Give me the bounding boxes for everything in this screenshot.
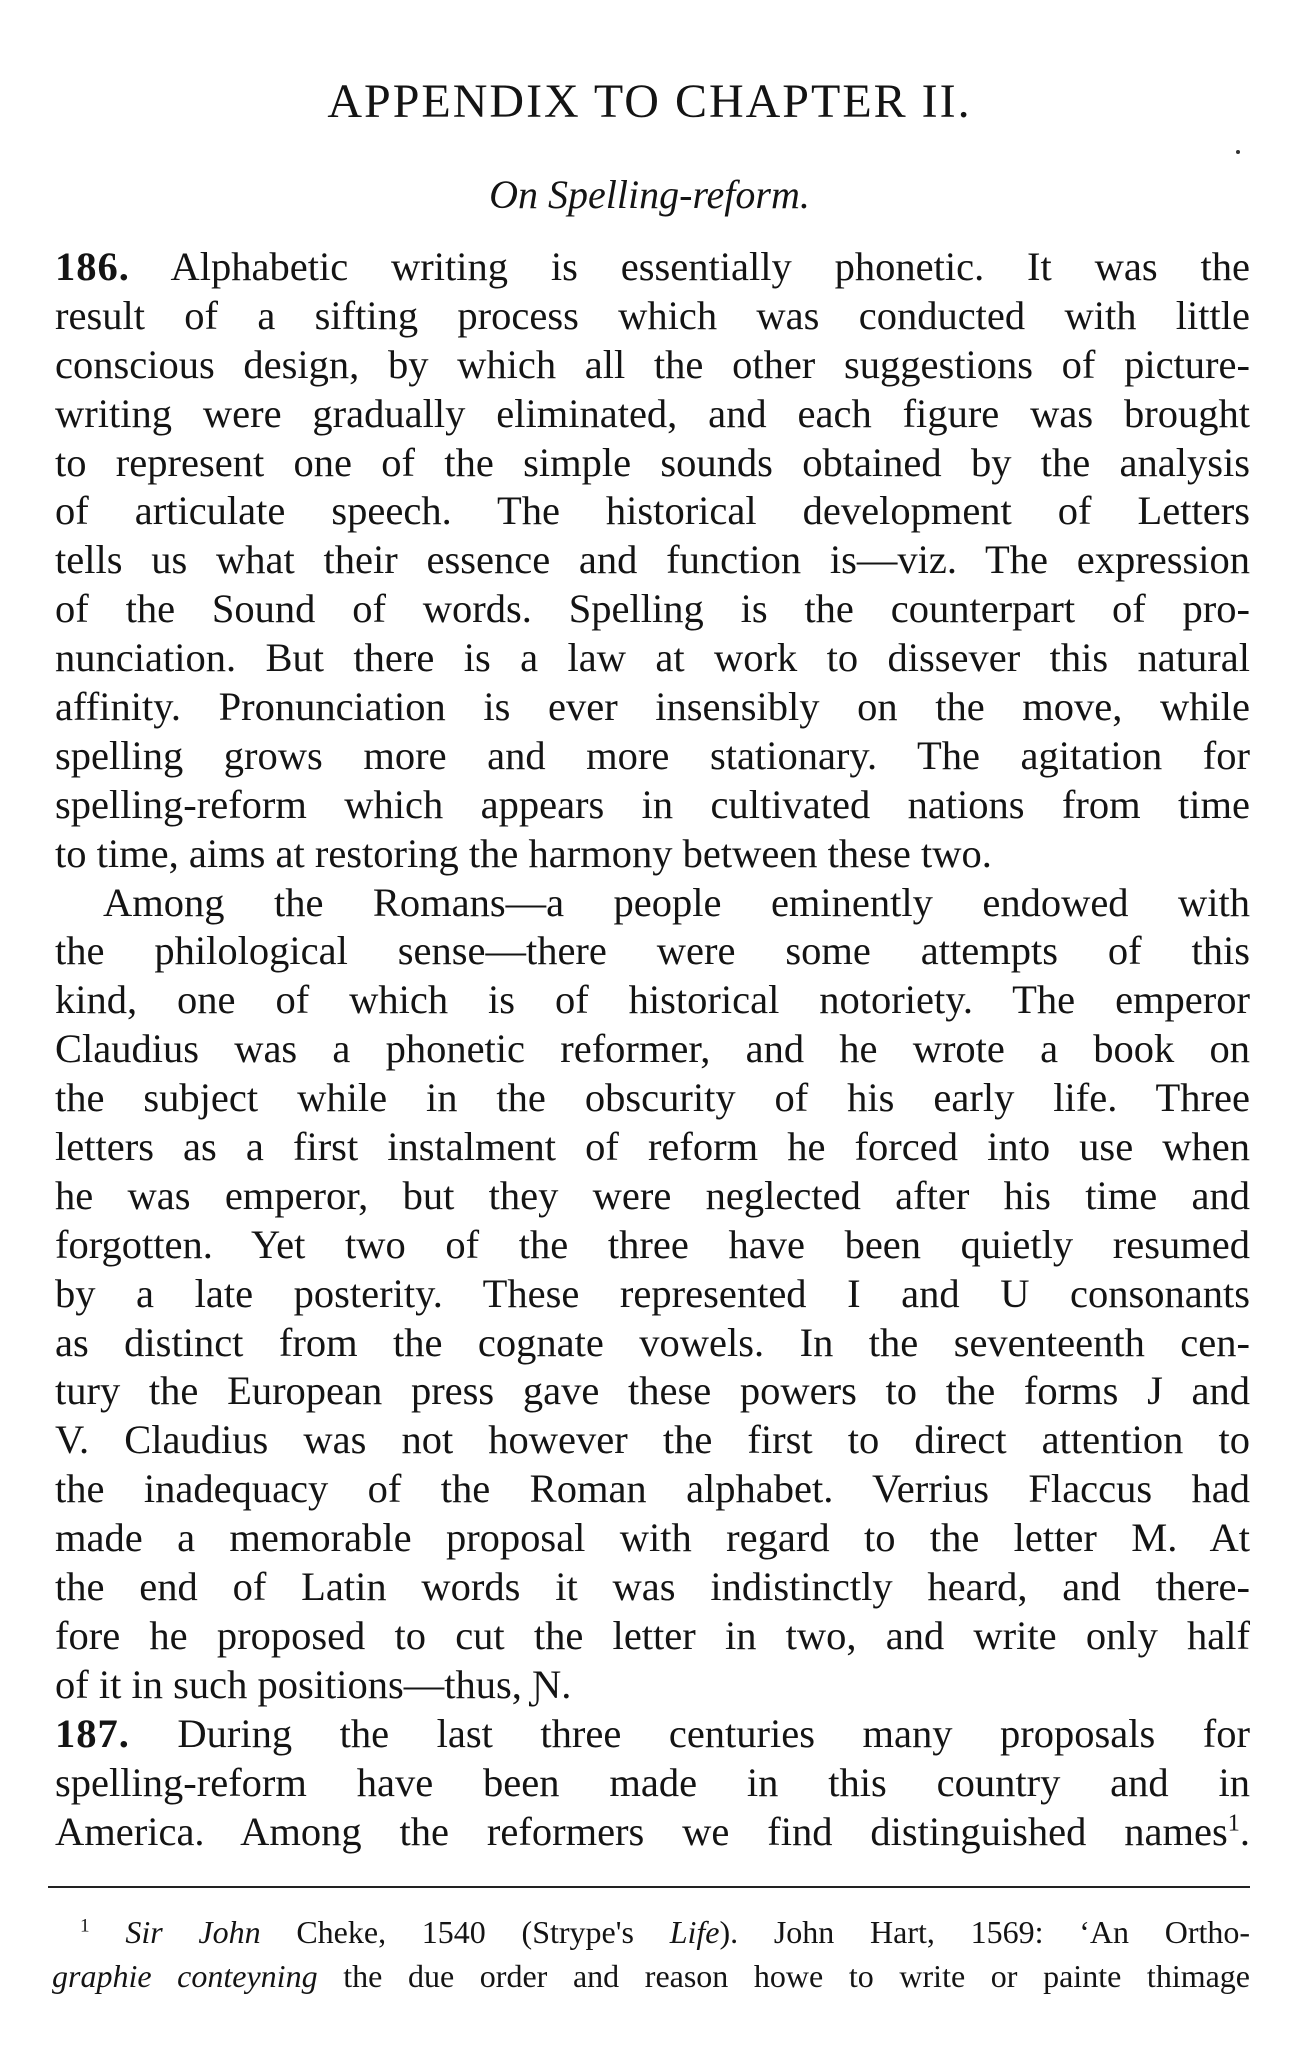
line-text: he was emperor, but they were neglected after his time and [55,1172,1250,1218]
line-text: writing were gradually eliminated, and each figure was brought [55,390,1250,436]
text-line [55,390,1250,439]
line-text: spelling-reform have been made in this country and in [55,1759,1250,1805]
line-text: kind, one of which is of historical notoriety. The emperor [55,977,1250,1023]
text-line [55,1074,1250,1123]
text-line [55,1661,1250,1710]
line-text: nunciation. But there is a law at work to dissever this natural [55,635,1250,681]
line-text: tury the European press gave these powers to the forms J and [55,1368,1250,1414]
text-line [55,976,1250,1025]
footnote-italic-life: Life [669,1914,720,1950]
text-line [55,1123,1250,1172]
text-line [55,292,1250,341]
body-text [55,243,1250,1856]
line-text: Among the Romans—a people eminently endowed with [103,879,1250,925]
section-number: 186. [55,244,130,289]
ink-speck [1236,150,1240,154]
line-text: the philological sense—there were some attempts of this [55,928,1250,974]
text-line [55,536,1250,585]
line-text: spelling-reform which appears in cultivated nations from time [55,781,1250,827]
text-line [55,1270,1250,1319]
line-text: spelling grows more and more stationary. The agitation for [55,732,1250,778]
text-line [55,439,1250,488]
text-line [55,585,1250,634]
text-line [55,1367,1250,1416]
line-text: fore he proposed to cut the letter in two, and write only half [55,1612,1250,1658]
line-text: Alphabetic writing is essentially phonetic. It was the [129,244,1250,289]
section-number: 187. [55,1710,130,1756]
text-line [55,1612,1250,1661]
text-line [55,732,1250,781]
text-line [55,1563,1250,1612]
footnote-italic-name: Sir John [125,1914,261,1950]
footnotes [52,1910,1251,1998]
footnote-italic-title: graphie conteyning [52,1958,318,1994]
running-title: APPENDIX TO CHAPTER II. [327,75,972,128]
footnote-marker: 1 [80,1915,90,1937]
line-text: V. Claudius was not however the first to direct attention to [55,1417,1250,1463]
footnote-text: the due order and reason howe to write or painte thimage [317,1958,1251,1994]
text-line [55,879,1250,928]
text-line [55,830,1250,879]
text-line [55,1221,1250,1270]
text-line [55,683,1250,732]
text-line [55,781,1250,830]
footnote-line [80,1910,1250,1954]
line-text: made a memorable proposal with regard to the letter M. At [55,1515,1250,1561]
footnote-reference: 1 [1227,1809,1240,1836]
footnote-text-end: ). John Hart, 1569: ‘An Ortho- [719,1914,1251,1950]
text-line [55,1172,1250,1221]
line-text: tells us what their essence and function is—viz. The expression [55,537,1250,583]
text-line [55,1319,1250,1368]
line-text: letters as a first instalment of reform he forced into use when [55,1124,1250,1170]
line-text: affinity. Pronunciation is ever insensibly on the move, while [55,684,1250,730]
line-text: to represent one of the simple sounds obtained by the analysis [55,439,1250,485]
text-line [55,1025,1250,1074]
section-subtitle: On Spelling-reform. [489,172,810,217]
line-text-end: . [1239,1808,1250,1854]
footnote-rule [48,1886,1250,1888]
line-text: the subject while in the obscurity of his early life. Three [55,1075,1250,1121]
line-text: the end of Latin words it was indistinctly heard, and there- [55,1564,1250,1610]
text-line [55,1759,1250,1808]
text-line [55,1514,1250,1563]
line-text: Claudius was a phonetic reformer, and he wrote a book on [55,1026,1250,1072]
text-line [55,1416,1250,1465]
line-text: of the Sound of words. Spelling is the counterpart of pro- [55,586,1250,632]
line-text: to time, aims at restoring the harmony between these two. [55,830,992,876]
text-line [55,634,1250,683]
footnote-text: Cheke, 1540 (Strype's [260,1914,670,1950]
line-text: the inadequacy of the Roman alphabet. Verrius Flaccus had [55,1466,1250,1512]
text-line [55,927,1250,976]
line-text: conscious design, by which all the other suggestions of picture- [55,341,1250,387]
line-text: by a late posterity. These represented I and U consonants [55,1270,1250,1316]
line-text: of articulate speech. The historical development of Letters [55,488,1250,534]
line-text: During the last three centuries many proposals for [129,1710,1250,1756]
text-line [55,243,1250,292]
line-text: forgotten. Yet two of the three have been quietly resumed [55,1221,1250,1267]
text-line [55,1710,1250,1759]
text-line [55,1808,1250,1857]
footnote-line [52,1954,1250,1998]
line-text: of it in such positions—thus, Ɲ. [55,1661,572,1707]
text-line [55,1465,1250,1514]
line-text: as distinct from the cognate vowels. In the seventeenth cen- [55,1319,1250,1365]
text-line [55,487,1250,536]
line-text: result of a sifting process which was conducted with little [55,292,1250,338]
text-line [55,341,1250,390]
line-text: America. Among the reformers we find distinguished names [55,1808,1228,1854]
